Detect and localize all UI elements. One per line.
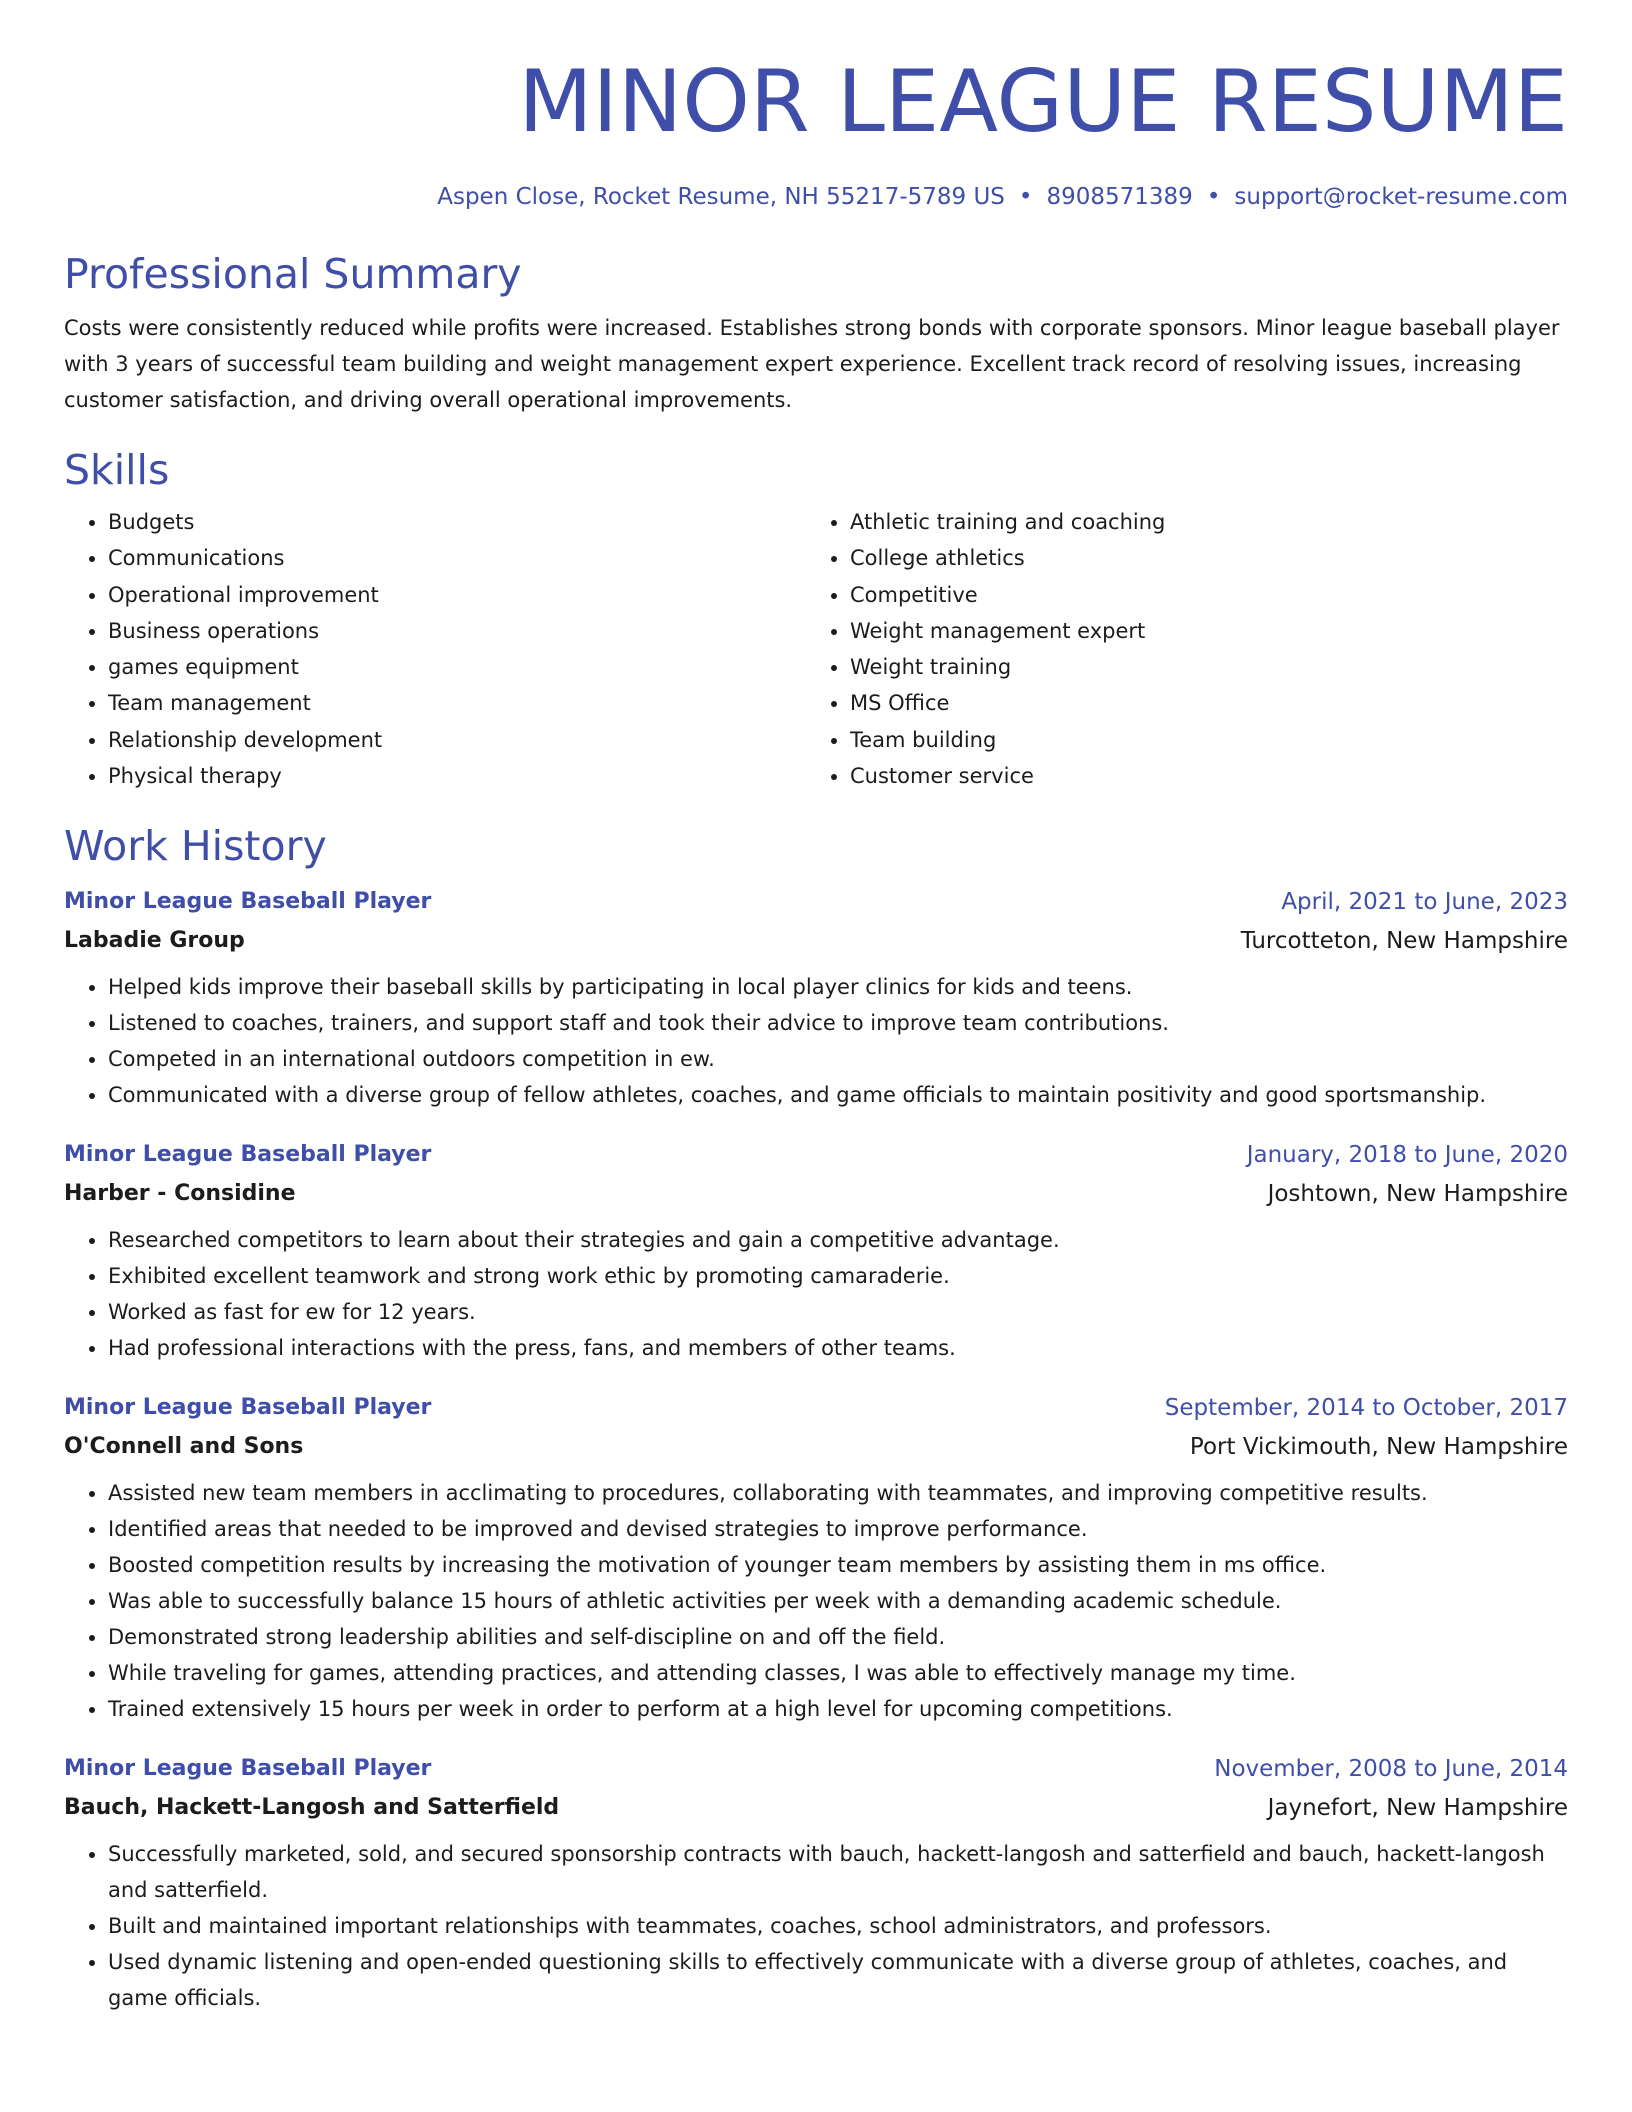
skill-item: • Weight training [850,649,1568,685]
contact-separator: • [1018,184,1033,210]
job-entry [64,1753,1568,2016]
job-bullets [64,1836,1568,2016]
job-dates: November, 2008 to June, 2014 [1214,1756,1568,1783]
skill-item: • MS Office [850,685,1568,721]
job-bullets [64,1475,1568,1727]
skills-list [64,504,1568,794]
job-bullet: • Used dynamic listening and open-ended questioning skills to effectively communicate with a diverse group of athletes, coaches, and game officials. [108,1944,1568,2016]
skill-item: • Customer service [850,758,1568,794]
job-location: Jaynefort, New Hampshire [1267,1795,1568,1822]
job-dates: April, 2021 to June, 2023 [1281,889,1568,916]
job-company: Harber - Considine [64,1181,296,1207]
skill-item: • Team building [850,722,1568,758]
job-bullets [64,969,1568,1113]
job-subheader [64,1431,1568,1463]
skill-item: • College athletics [850,540,1568,576]
summary-title: Professional Summary [64,250,522,298]
job-location: Turcotteton, New Hampshire [1240,928,1568,955]
job-bullet: • Trained extensively 15 hours per week in order to perform at a high level for upcoming competitions. [108,1691,1568,1727]
job-bullet: • Helped kids improve their baseball skills by participating in local player clinics for kids and teens. [108,969,1568,1005]
contact-phone: 8908571389 [1046,184,1193,210]
skill-item: • Operational improvement [108,577,806,613]
skill-item: • Physical therapy [108,758,806,794]
skill-item: • Budgets [108,504,806,540]
job-title: Minor League Baseball Player [64,1756,432,1782]
skills-column-left [64,504,806,794]
job-entry [64,1139,1568,1366]
job-bullets [64,1222,1568,1366]
job-header [64,886,1568,918]
job-header [64,1753,1568,1785]
job-dates: January, 2018 to June, 2020 [1246,1142,1568,1169]
job-bullet: • Listened to coaches, trainers, and support staff and took their advice to improve team contributions. [108,1005,1568,1041]
job-bullet: • Boosted competition results by increasing the motivation of younger team members by assisting them in ms office. [108,1547,1568,1583]
contact-line [64,182,1568,212]
contact-separator: • [1206,184,1221,210]
job-entry [64,886,1568,1113]
job-title: Minor League Baseball Player [64,889,432,915]
job-header [64,1139,1568,1171]
job-bullet: • Exhibited excellent teamwork and strong work ethic by promoting camaraderie. [108,1258,1568,1294]
job-company: Labadie Group [64,928,245,954]
skill-item: • Communications [108,540,806,576]
job-location: Joshtown, New Hampshire [1267,1181,1568,1208]
job-bullet: • Built and maintained important relationships with teammates, coaches, school administrators, and professors. [108,1908,1568,1944]
job-bullet: • Worked as fast for ew for 12 years. [108,1294,1568,1330]
job-header [64,1392,1568,1424]
work-history-title: Work History [64,822,327,871]
skill-item: • Competitive [850,577,1568,613]
skill-item: • Athletic training and coaching [850,504,1568,540]
skill-item: • Business operations [108,613,806,649]
summary-text: Costs were consistently reduced while profits were increased. Establishes strong bonds with corporate sponsors. Minor league baseball player with 3 years of successful team building and weight management expert experience. Excellent track record of resolving issues, increasing customer satisfaction, and driving overall operational improvements. [64,316,1560,412]
job-subheader [64,1178,1568,1210]
job-company: Bauch, Hackett-Langosh and Satterfield [64,1795,560,1821]
job-bullet: • Identified areas that needed to be improved and devised strategies to improve performance. [108,1511,1568,1547]
contact-address: Aspen Close, Rocket Resume, NH 55217-5789 US [437,184,1005,210]
job-bullet: • Was able to successfully balance 15 hours of athletic activities per week with a demanding academic schedule. [108,1583,1568,1619]
skill-item: • games equipment [108,649,806,685]
job-bullet: • Had professional interactions with the press, fans, and members of other teams. [108,1330,1568,1366]
job-bullet: • Demonstrated strong leadership abilities and self-discipline on and off the field. [108,1619,1568,1655]
job-bullet: • Competed in an international outdoors competition in ew. [108,1041,1568,1077]
job-bullet: • Researched competitors to learn about their strategies and gain a competitive advantage. [108,1222,1568,1258]
job-bullet: • Communicated with a diverse group of fellow athletes, coaches, and game officials to maintain positivity and good sportsmanship. [108,1077,1568,1113]
resume-name: MINOR LEAGUE RESUME [518,52,1568,152]
job-bullet: • Successfully marketed, sold, and secured sponsorship contracts with bauch, hackett-langosh and satterfield and bauch, hackett-langosh and satterfield. [108,1836,1568,1908]
job-subheader [64,925,1568,957]
skills-column-right [806,504,1568,794]
job-entry [64,1392,1568,1727]
skill-item: • Team management [108,685,806,721]
job-title: Minor League Baseball Player [64,1142,432,1168]
skills-title: Skills [64,446,170,494]
job-company: O'Connell and Sons [64,1434,304,1460]
contact-email: support@rocket-resume.com [1234,184,1568,210]
skill-item: • Relationship development [108,722,806,758]
job-subheader [64,1792,1568,1824]
job-location: Port Vickimouth, New Hampshire [1189,1434,1568,1461]
job-dates: September, 2014 to October, 2017 [1164,1395,1568,1422]
skill-item: • Weight management expert [850,613,1568,649]
job-bullet: • Assisted new team members in acclimating to procedures, collaborating with teammates, and improving competitive results. [108,1475,1568,1511]
job-bullet: • While traveling for games, attending practices, and attending classes, I was able to effectively manage my time. [108,1655,1568,1691]
job-title: Minor League Baseball Player [64,1395,432,1421]
